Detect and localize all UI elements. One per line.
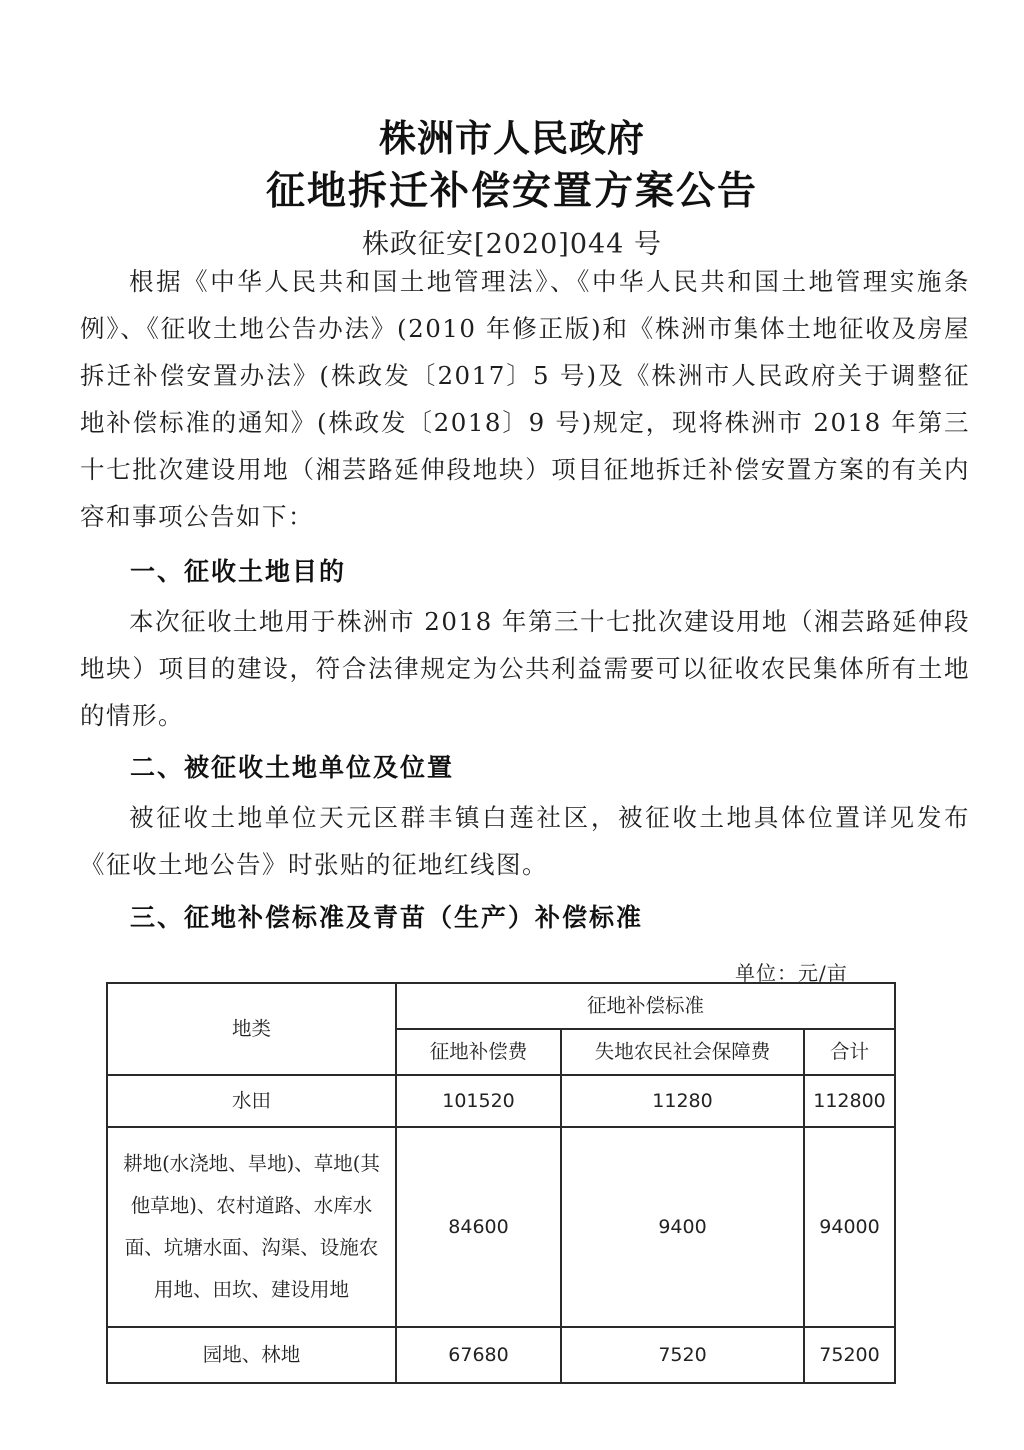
section-3-heading: 三、征地补偿标准及青苗（生产）补偿标准	[130, 903, 644, 932]
document-number: 株政征安[2020]044 号	[362, 229, 662, 260]
section-2-heading: 二、被征收土地单位及位置	[130, 753, 455, 782]
table-header-row	[107, 983, 895, 1029]
header-total: 合计	[804, 1029, 895, 1075]
cell-social-security-fee: 9400	[561, 1127, 804, 1327]
intro-paragraph: 根据《中华人民共和国土地管理法》、《中华人民共和国土地管理实施条例》、《征收土地公告办法》(2010 年修正版)和《株洲市集体土地征收及房屋拆迁补偿安置办法》(株政发〔2017〕5 号)及《株洲市人民政府关于调整征地补偿标准的通知》(株政发〔2018〕9 号)规定，现将株洲市 2018 年第三十七批次建设用地（湘芸路延伸段地块）项目征地拆迁补偿安置方案的有关内容和事项公告如下：	[80, 267, 970, 531]
cell-land-compensation-fee: 67680	[396, 1327, 561, 1383]
header-compensation-standard: 征地补偿标准	[396, 983, 895, 1029]
cell-total: 75200	[804, 1327, 895, 1383]
header-land-type: 地类	[107, 983, 396, 1075]
announcement-title: 征地拆迁补偿安置方案公告	[265, 169, 758, 214]
row-category: 耕地(水浇地、旱地)、草地(其他草地)、农村道路、水库水面、坑塘水面、沟渠、设施农用地、田坎、建设用地	[107, 1127, 396, 1327]
issuer-title: 株洲市人民政府	[379, 117, 645, 160]
cell-total: 112800	[804, 1075, 895, 1127]
row-category: 园地、林地	[107, 1327, 396, 1383]
section-2-body: 被征收土地单位天元区群丰镇白莲社区，被征收土地具体位置详见发布《征收土地公告》时张贴的征地红线图。	[80, 803, 970, 879]
cell-social-security-fee: 11280	[561, 1075, 804, 1127]
row-category: 水田	[107, 1075, 396, 1127]
cell-land-compensation-fee: 84600	[396, 1127, 561, 1327]
header-land-compensation-fee: 征地补偿费	[396, 1029, 561, 1075]
cell-social-security-fee: 7520	[561, 1327, 804, 1383]
table-row	[107, 1075, 895, 1127]
table-row	[107, 1327, 895, 1383]
cell-total: 94000	[804, 1127, 895, 1327]
section-1-body: 本次征收土地用于株洲市 2018 年第三十七批次建设用地（湘芸路延伸段地块）项目的建设，符合法律规定为公共利益需要可以征收农民集体所有土地的情形。	[80, 607, 970, 730]
table-row	[107, 1127, 895, 1327]
header-social-security-fee: 失地农民社会保障费	[561, 1029, 804, 1075]
compensation-table	[106, 982, 896, 1384]
cell-land-compensation-fee: 101520	[396, 1075, 561, 1127]
table-unit-note: 单位：元/亩	[735, 961, 848, 985]
section-1-heading: 一、征收土地目的	[130, 557, 347, 586]
